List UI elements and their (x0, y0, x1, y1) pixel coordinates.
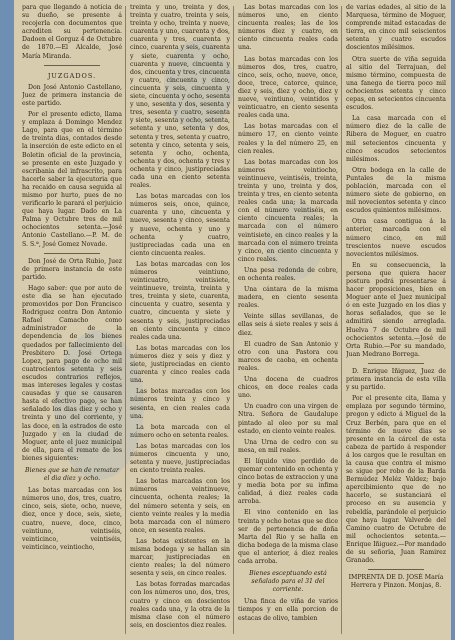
auction-item: Las botas marcadas con los números diez y seis y diez y siete, justipreciadas en ciento cuarenta y cinco reales cada una. (130, 344, 230, 385)
edict-title: Don José de Orta Rubio, Juez de primera instancia de este partido. (22, 257, 122, 281)
separator (368, 363, 424, 364)
auction-item: Las botas marcadas con los números veintinueve, cincuenta, ochenta reales; la del número setenta y seis, en ciento veinte reales y la media bota marcada con el número once, en sesenta reales. (130, 478, 230, 534)
auction-item: Una finca de viña de varios tiempos y en ella porcion de estacas de olivo, tambien (238, 598, 338, 622)
subheading: Bienes esceptuando está señalado para el 31 del corriente. (249, 570, 327, 594)
separator (44, 65, 100, 66)
auction-item: de varias edades, al sitio de la Marquesa, término de Moguer, comprende mitad estacadas de tierra, en cinco mil seiscientos setenta y cuatro escudos doscientos milésimos. (346, 4, 446, 52)
auction-item: Las botas marcadas con los números veintiuno, veinticuatro, veintisiete, veintinueve, treinta, treinta y tres, treinta y siete, cuarenta, cincuenta y cuatro, sesenta y cuatro, cincuenta y siete y sesenta y seis, justipreciadas en ciento cincuenta y cinco reales cada una. (130, 260, 230, 341)
auction-item: Veinte sillas sevillanas, de ellas seis á siete reales y seis á diez. (238, 313, 338, 337)
column-2 (130, 4, 230, 634)
column-3 (238, 4, 338, 634)
edict-body: Por el presente cita, llama y emplaza por segundo término, pregon y edicto á Miguel de la Cruz Berbén, para que en el término de nueve dias se presente en la cárcel de esta cabeza de partido á responder á los cargos que le resultan en la causa que contra el mismo se sigue por robo de la Barda Bermúdez Meléz Valdez; bajo apercibimiento que de no hacerlo, se sustanciará el proceso en su ausencia y rebeldía, parándole el perjuicio que haya lugar. Valverde del Camino cuatro de Octubre de mil ochocientos setenta.—Enrique Iñiguez.—Por mandado de su señoria, Juan Ramirez Granado. (346, 395, 446, 565)
auction-item: Las botas marcadas con los números dos, tres, cuatro, cinco, seis, ocho, nueve, once, doce, trece, catorce, quince, diez y seis, diez y ocho, diez y nueve, veintiuno, veintidos y veinticuatro, en ciento sesenta reales cada una. (238, 55, 338, 120)
auction-item: Las botas marcadas con los números uno, en ciento cincuenta reales; las de los números diez y cuatro, en ciento cincuenta reales cada una. (238, 4, 338, 52)
column-rule (233, 6, 234, 634)
auction-item: Las botas marcadas con los números seis, once, quince, cuarenta y uno, cincuenta y nueve, sesenta y cinco, sesenta y nueve, ochenta y uno y ochenta y cuatro, justipreciadas cada una en ciento cincuenta reales. (130, 193, 230, 257)
auction-item: Una pesa redonda de cobre, en ochenta reales. (238, 266, 338, 282)
auction-item: Las botas forradas marcadas con los números uno, dos, tres, cuatro y cinco en doscientos reales cada una, y la otra de la misma clase con el número seis, en doscientos diez reales. (130, 581, 230, 629)
edict-body: Por el presente edicto, llama y emplaza á Domingo Mendez Lago, para que en el término de treinta dias, contados desde la inserción de este edicto en el Boletin oficial de la provincia, se presente en este Juzgado y escribania del infrascrito, para hacerle saber la ejecutoria que ha recaido en causa seguida al mismo por hurto, pues de no verificarlo le parará el perjuicio que haya lugar. Dado en La Palma y Octubre tres de mil ochocientos setenta.—José Antonio Castellano.—P. M. de S. S.ª, José Gomez Novade. (22, 111, 122, 248)
subheading: Bienes que se han de rematar el dia diez y ocho. (25, 466, 119, 483)
column-4 (346, 4, 446, 634)
auction-item: Las botas marcadas con los números uno, dos, tres, cuatro, cinco, seis, siete, ocho, nueve, diez, once y doce, seis, siete, cuatro, nueve, doce, cinco, veintiuno, veintiséis, veinticinco, veintiséis, veinticinco, veintiocho, (22, 487, 122, 551)
notice-text: para que llegando á noticia de su dueño, se presente á recojerla con documentos que acrediten su pertenencia. Dadoen el Gorguz 4 de Octubre de 1870.—El Alcalde, José María Miranda. (22, 4, 122, 60)
edict-body: Hago saber: que por auto de este dia se han ejecutado promovidos por Don Francisco Rodriguez contra Don Antonio Rafael Camacho como administrador de la dependencia de los bienes quedados por fallecimiento del Presbitero D. José Ortega Lopez, para pago de ocho mil cuatrocientos setenta y seis escudos contrarios reflejos, mas intereses legales y costas causadas y que se causaren hasta el efectivo pago, se han señalado los dias diez y ocho y treinta y uno del corriente, y las doce, en la estrados de este Juzgado y en la ciudad de Moguer, ante el juez municipal de ella, para el remate de los bienes siguientes: (22, 284, 122, 462)
auction-item: El cuadro de San Antonio y otro con una Pastora cou marcos de caoba, en ochenta reales. (238, 340, 338, 372)
edict-title: Don José Antonio Castellano, Juez de primera instancia de este partido. (22, 83, 122, 107)
auction-item: Una cántara de la misma madera, en ciento sesenta reales. (238, 286, 338, 310)
auction-item: Un cuadro con una virgen de Ntra. Señora de Gaudalupe pintado al oleo por su mal estado, en ciento veinte reales. (238, 403, 338, 435)
auction-item: El vino contenido en las treinta y ocho botas que se dice ser de pertenencia de doña Marta del Rio y se halla en dicha bodega de la misma clase que el anterior, á diez reales cada arroba. (238, 509, 338, 565)
auction-item: Otra bodega en la calle de Puntales de la misma población, marcada con el número siete de gobierno, en mil novecientos setenta y cinco escudos quinientos milésimos. (346, 166, 446, 215)
section-heading: JUZGADOS. (47, 71, 97, 80)
auction-item: Una docena de cuadros chicos, en doce reales cada uno. (238, 376, 338, 400)
column-rule (125, 6, 126, 634)
printer-imprint: IMPRENTA DE D. JOSÉ María Herrera y Pinzon. Monjas, 8. (348, 574, 444, 590)
auction-item: Otra suerte de viña seguida al sitio del Terrajuan, del mismo término, compuesta de una fanega de tierra poco mil ochocientos setenta y cinco cepas, en setecientos cincuenta escudos. (346, 55, 446, 112)
auction-item: treinta y uno, treinta y dos, treinta y cuatro, treinta y seis, treinta y ocho, treinta y nueve, cuarenta y uno, cuarenta y dos, cuarenta y tres, cuarenta y cinco, cuarenta y seis, cuarenta y siete, cuarenta y ocho, cuarenta y nueve, cincuenta y dos, cincuenta y tres, cincuenta y cuatro, cincuenta y cinco, cincuenta y seis, cincuenta y siete, cincuenta y ocho, sesenta y uno, sesenta y dos, sesenta y tres, sesenta y cuatro, sesenta y siete, sesenta y ocho, setenta, setenta y uno, setenta y dos, setenta y tres, setenta y cuatro, setenta y cinco, setenta y seis, setenta y ocho, ochenta, ochenta y dos, ochenta y tres y ochenta y cinco, justipreciadas cada una en ciento setenta reales. (130, 4, 230, 190)
auction-item: La casa marcada con el número diez de la calle de Ribera de Moguer, en cuatro mil setecientos cincuenta y cinco escudos setecientos milésimos. (346, 115, 446, 163)
auction-item: Una Urna de cedro con su mesa, en mil reales. (238, 438, 338, 454)
auction-item: La bota marcada con el número ocho en setenta reales. (130, 423, 230, 439)
auction-item: Las botas existentes en la misma bodega y se hallan sin marcar, justipreciadas en ciento reales; la del número sesenta y seis, en cinco reales. (130, 537, 230, 578)
column-rule (341, 6, 342, 634)
auction-item: Las botas marcadas con los números cincuenta y uno, setenta y nueve, justipreciadas en ciento treinta reales. (130, 442, 230, 475)
auction-item: Las botas marcadas con los números veintiocho, veintinueve, veintiséis, treinta, treinta y uno, treinta y dos, treinta y tres, en ciento setenta reales cada una; la marcada con el número veintiséis, en ciento cincuenta reales; la marcada con el número veintisiete, en cinco reales y la marcada con el número treinta y cinco, en ciento cincuenta y cinco reales. (238, 158, 338, 263)
separator (44, 253, 100, 254)
auction-item: El líquido vino perdido de quemar contenido en ochenta y cinco botas de extraccion y una y media bota por su infima calidad, á diez reales cada arroba. (238, 457, 338, 506)
auction-item: Las botas marcadas con los números treinta y cinco y sesenta, en cien reales cada una. (130, 388, 230, 420)
column-1 (22, 4, 122, 634)
separator (368, 569, 424, 570)
edict-title: D. Enrique Iñiguez, Juez de primera instancia de esta villa y su partido. (346, 367, 446, 392)
auction-item: Otra casa contigua á la anterior, marcada con el número cinco, en mil trescientos nueve escudos novecientos milésimos. (346, 218, 446, 258)
edict-body: En su consecuencia, la persona que quiera hacer postura podrá presentarse á hacer proposiciones, bien en Moguer ante el Juez municipal ó en este Juzgado en los dias y horas señalados, que se le admitirá siendo arreglada. Huelva 7 de Octubre de mil ochocientos setenta.—José de Orta Rubio.—Por su mandado, Juan Medrano Borrega. (346, 261, 446, 358)
newspaper-page (14, 0, 451, 640)
auction-item: Las botas marcadas con el número 17, en ciento veinte reales y la del número 25, en cien reales. (238, 123, 338, 155)
